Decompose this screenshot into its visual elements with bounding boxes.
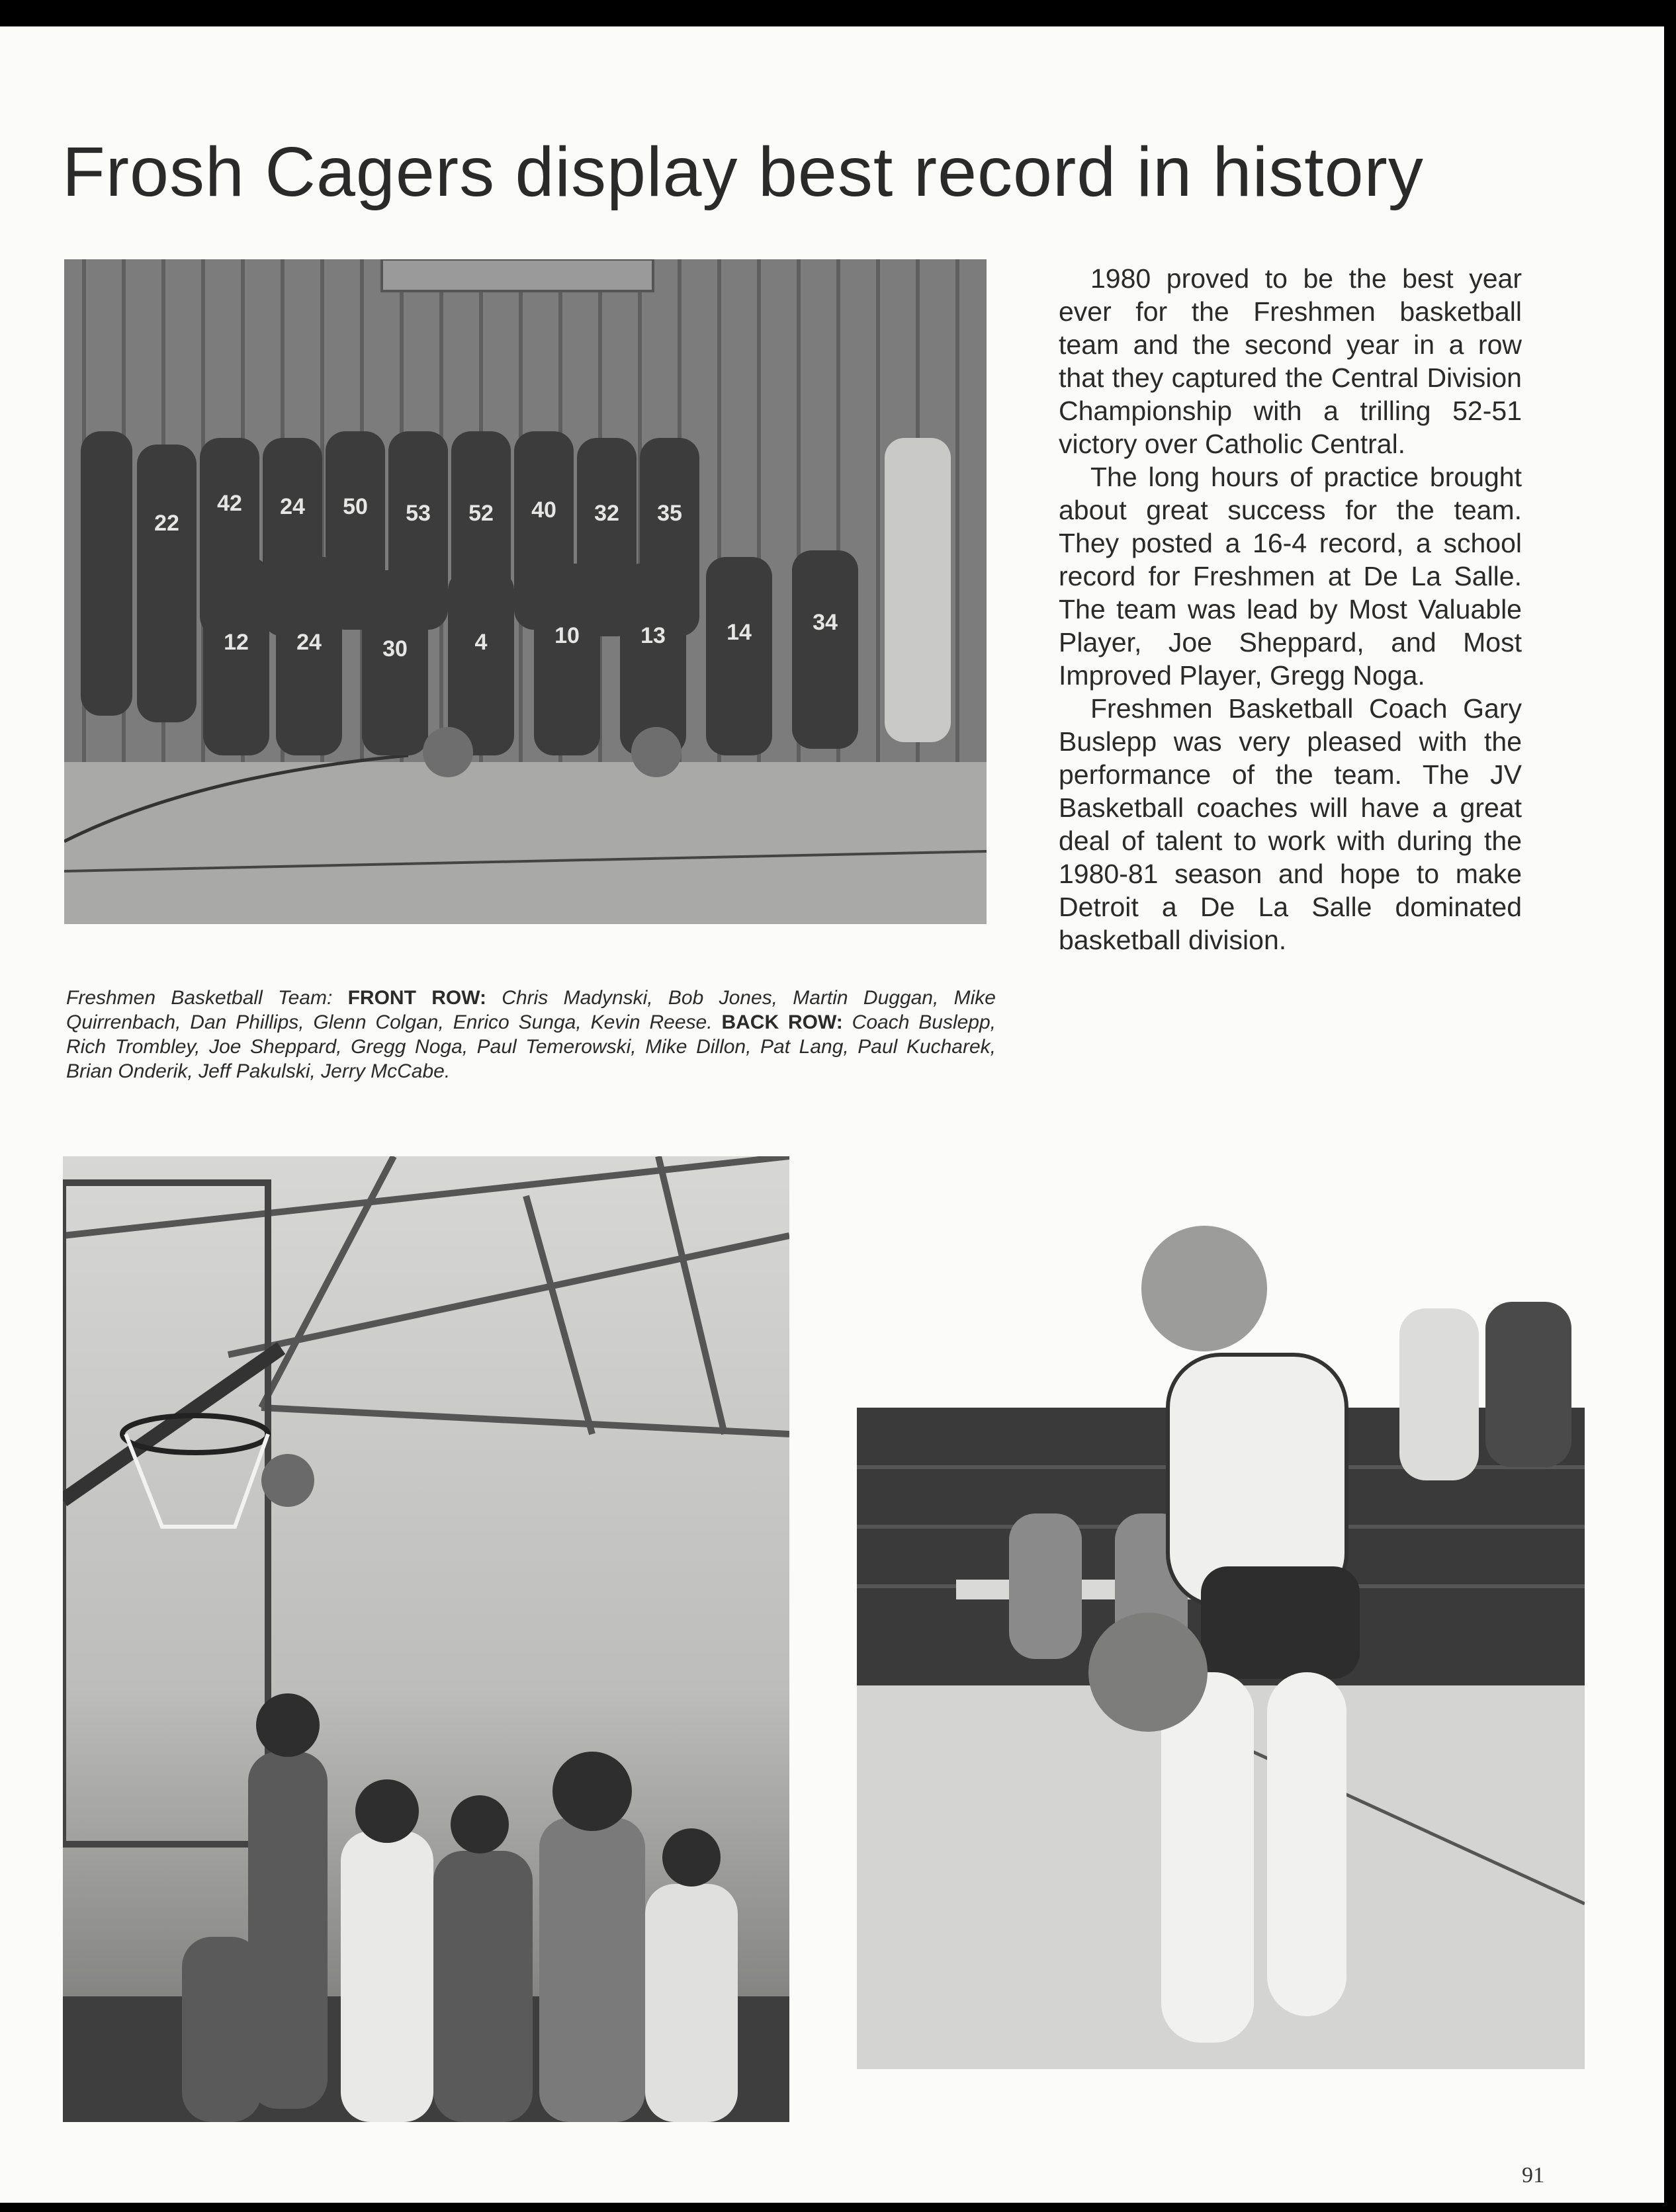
photo-caption [66, 986, 996, 1084]
jersey-number: 32 [594, 501, 619, 526]
jersey-number: 50 [343, 494, 368, 519]
backboard [382, 259, 653, 291]
layup-photo [63, 1156, 789, 2122]
backboard-frame [63, 1183, 268, 1844]
jersey-number: 22 [154, 511, 179, 536]
jersey-number: 42 [217, 491, 242, 516]
team-photo [64, 259, 987, 924]
jersey-number: 24 [280, 494, 305, 519]
jersey-number: 12 [224, 630, 249, 655]
front-row-label: FRONT ROW: [347, 987, 486, 1009]
gym-rafters [63, 1156, 789, 1434]
layup-photo-illustration [63, 1156, 789, 2122]
page-number: 91 [1522, 2163, 1544, 2188]
article-paragraph: The long hours of practice brought about great success for the team. They posted a 16-4 record, a school record for Freshmen at De La Salle. The team was lead by Most Valuable Player, Joe Sheppard, and Most Improved Player, Gregg Noga. [1059, 462, 1522, 691]
jersey-number: 30 [382, 636, 408, 661]
article-body [1059, 262, 1522, 957]
jersey-number: 40 [531, 497, 556, 523]
jersey-number: 35 [657, 501, 682, 526]
jersey-number: 10 [554, 623, 580, 648]
jersey-number: 13 [640, 623, 666, 648]
dribbling-photo [857, 1156, 1585, 2069]
back-row-names: Coach Buslepp, Rich Trombley, Joe Sheppard, Gregg Noga, Paul Temerowski, Mike Dillon, Pat Lang, Paul Kucharek, Brian Onderik, Jeff Pakulski, Jerry McCabe. [66, 1011, 996, 1082]
yearbook-page [0, 26, 1664, 2203]
basketball [1088, 1613, 1208, 1732]
basketball [631, 727, 682, 777]
jersey-number: 34 [813, 610, 838, 635]
article-paragraph: Freshmen Basketball Coach Gary Buslepp was very pleased with the performance of the team. The JV Basketball coaches will have a great deal of talent to work with during the 1980-81 season and hope to make Detroit a De La Salle dominated basketball division. [1059, 693, 1522, 955]
basketball [423, 727, 473, 777]
team-photo-illustration [64, 259, 987, 924]
jersey-number: 4 [474, 630, 488, 655]
front-row-names: Chris Madynski, Bob Jones, Martin Duggan, Mike Quirrenbach, Dan Phillips, Glenn Colgan, Enrico Sunga, Kevin Reese. [66, 987, 996, 1033]
basketball [261, 1454, 314, 1507]
dribbling-photo-illustration [857, 1156, 1585, 2069]
jersey-number: 14 [727, 620, 752, 645]
jersey-number: 52 [468, 501, 494, 526]
jersey-number: 24 [296, 630, 322, 655]
hoop-rim [122, 1416, 268, 1453]
caption-intro: Freshmen Basketball Team: [66, 987, 333, 1009]
headline: Frosh Cagers display best record in history [62, 133, 1424, 211]
back-row-label: BACK ROW: [721, 1011, 843, 1033]
jersey-number: 53 [406, 501, 431, 526]
article-paragraph: 1980 proved to be the best year ever for the Freshmen basketball team and the second year in a row that they captured the Central Division Championship with a trilling 52-51 victory over Catholic Central. [1059, 263, 1522, 459]
